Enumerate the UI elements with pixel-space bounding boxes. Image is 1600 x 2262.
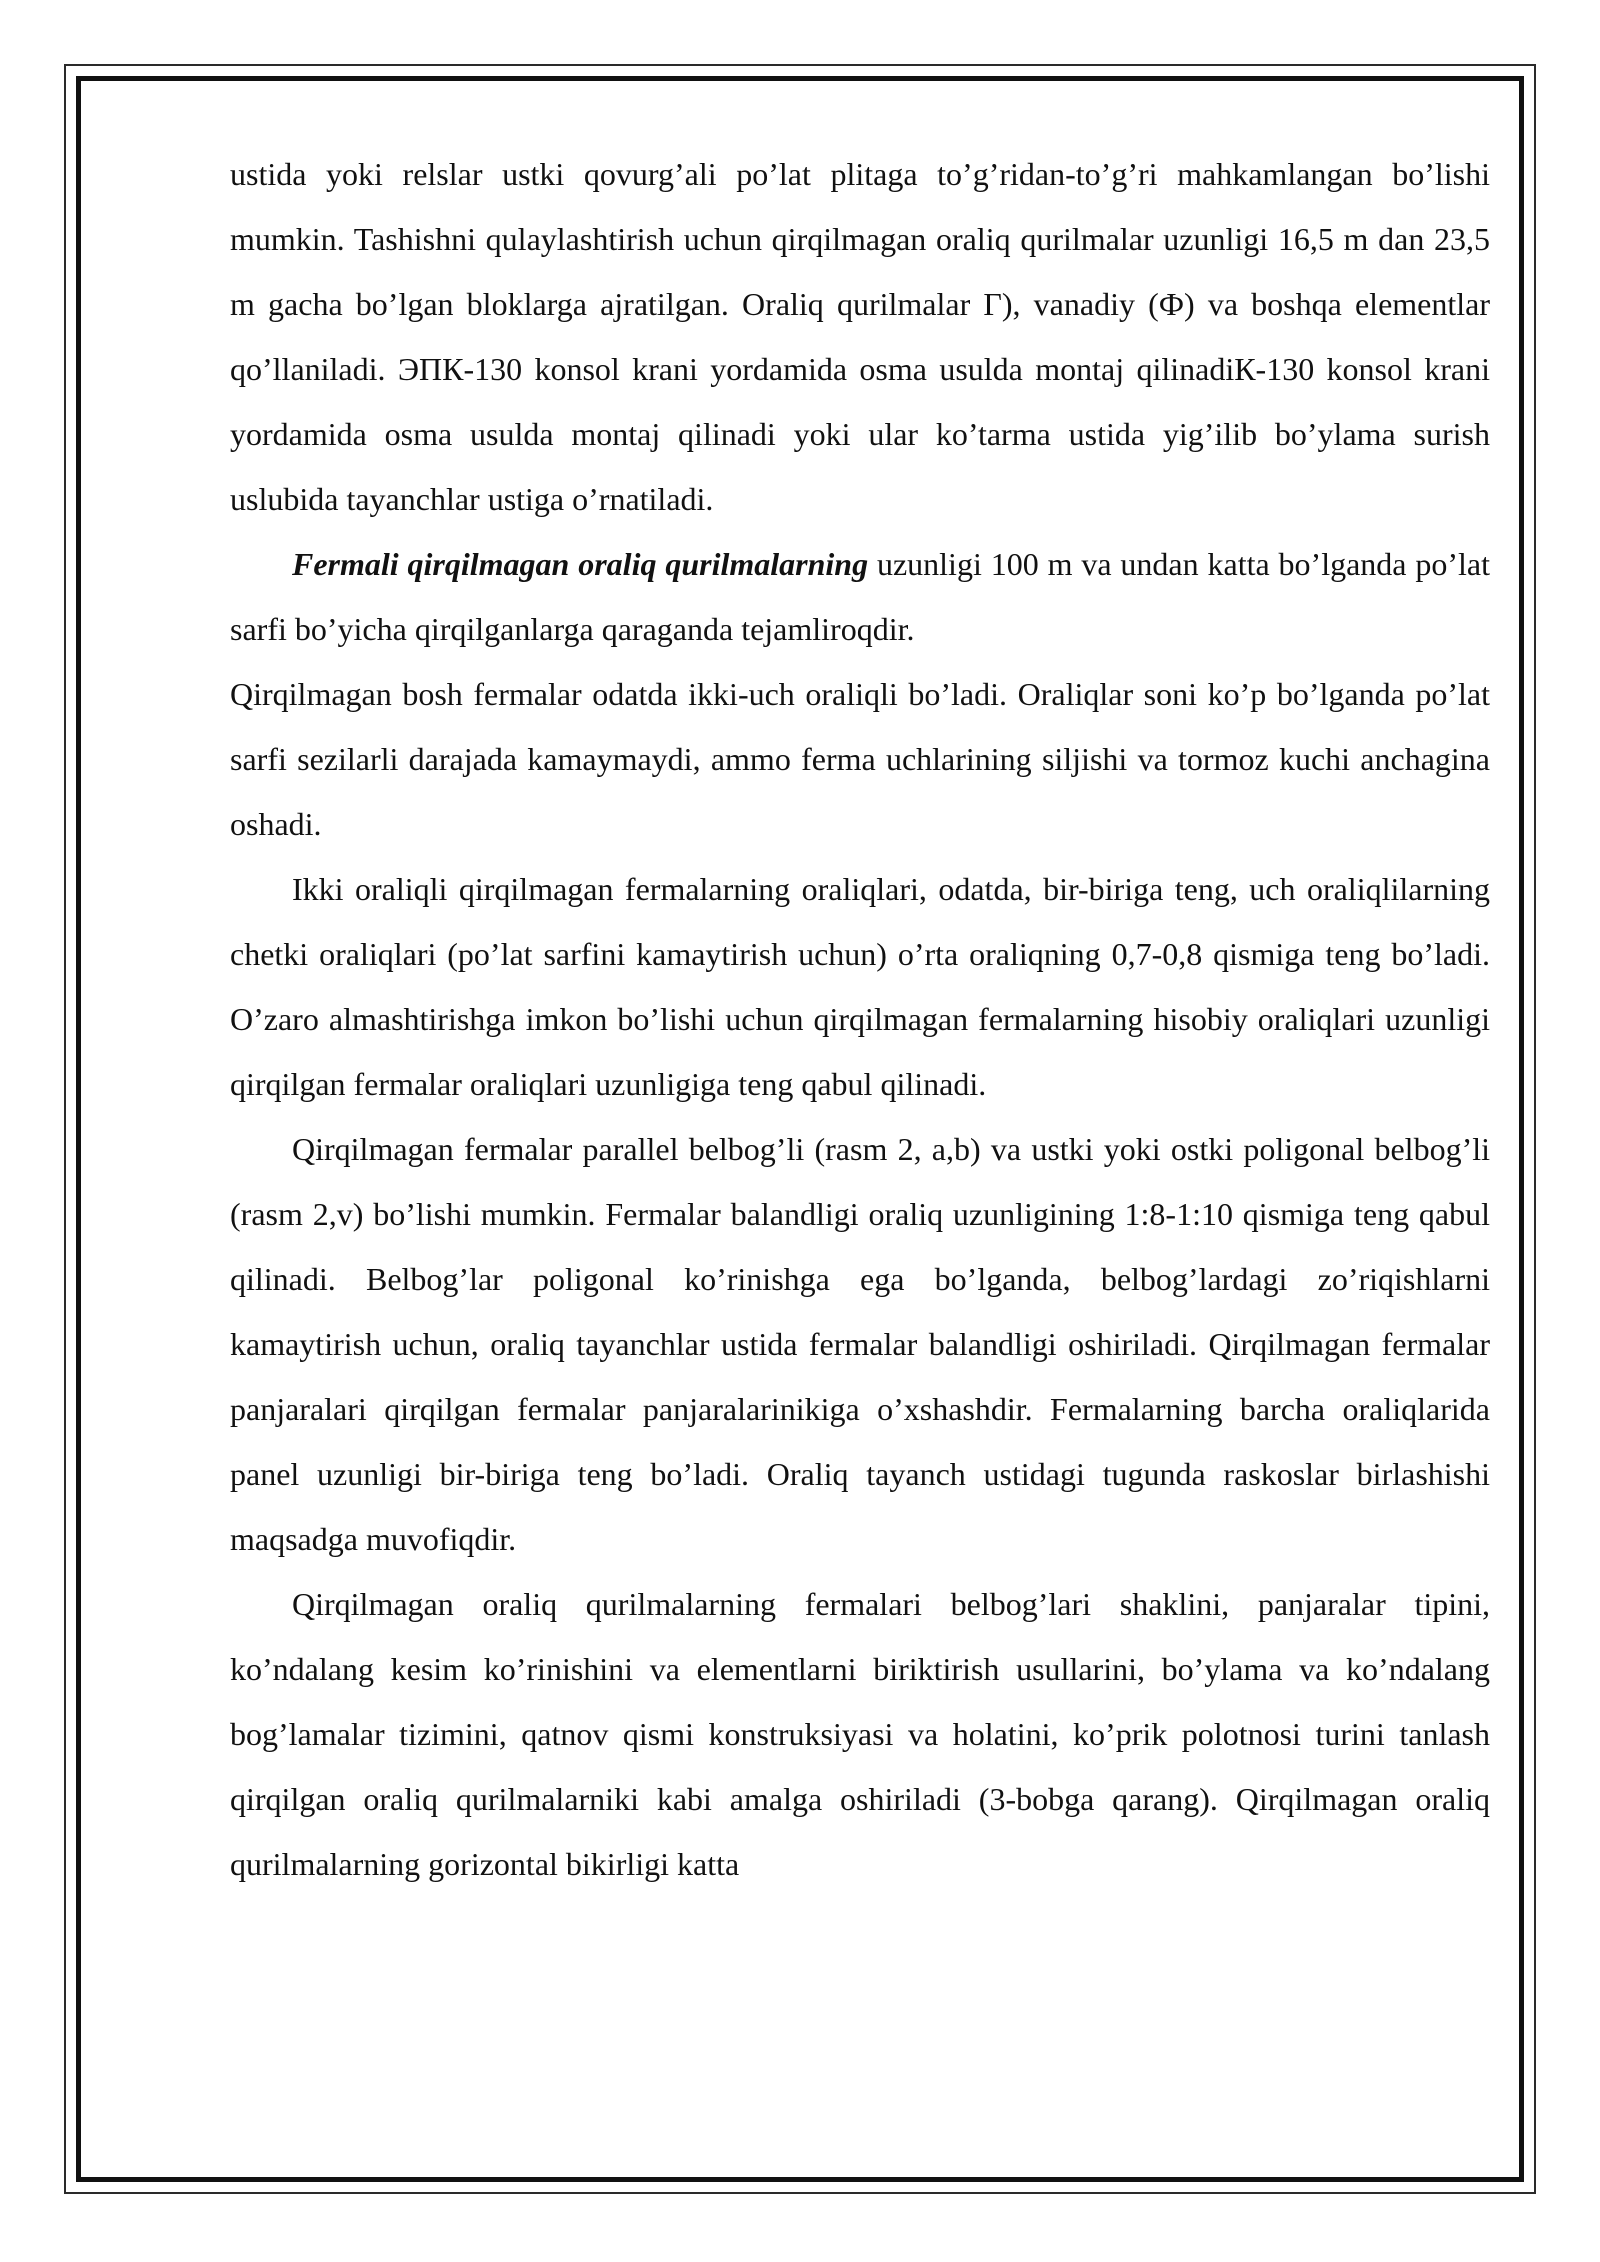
paragraph-text: Qirqilmagan bosh fermalar odatda ikki-uch oraliqli bo’ladi. Oraliqlar soni ko’p bo’lganda po’lat sarfi sezilarli darajada kamaymaydi, ammo ferma uchlarining siljishi va tormoz kuchi anchagina oshadi. <box>230 676 1490 842</box>
paragraph-text: Qirqilmagan fermalar parallel belbog’li (rasm 2, a,b) va ustki yoki ostki poligonal belbog’li (rasm 2,v) bo’lishi mumkin. Fermalar balandligi oraliq uzunligining 1:8-1:10 qismiga teng qabul qilinadi. Belbog’lar poligonal ko’rinishga ega bo’lganda, belbog’lardagi zo’riqishlarni kamaytirish uchun, oraliq tayanchlar ustida fermalar balandligi oshiriladi. Qirqilmagan fermalar panjaralari qirqilgan fermalar panjaralarinikiga o’xshashdir. Fermalarning barcha oraliqlarida panel uzunligi bir-biriga teng bo’ladi. Oraliq tayanch ustidagi tugunda raskoslar birlashishi maqsadga muvofiqdir. <box>230 1131 1490 1557</box>
paragraph-text: uzunligi 100 m va undan katta bo’lganda po’lat sarfi bo’yicha qirqilganlarga qaraganda tejamliroqdir. <box>230 546 1491 647</box>
paragraph-1 <box>230 142 1490 532</box>
paragraph-text: Qirqilmagan oraliq qurilmalarning fermalari belbog’lari shaklini, panjaralar tipini, ko’ndalang kesim ko’rinishini va elementlarni biriktirish usullarini, bo’ylama va ko’ndalang bog’lamalar tizimini, qatnov qismi konstruksiyasi va holatini, ko’prik polotnosi turini tanlash qirqilgan oraliq qurilmalarniki kabi amalga oshiriladi (3-bobga qarang). Qirqilmagan oraliq qurilmalarning gorizontal bikirligi katta <box>230 1586 1490 1882</box>
paragraph-6 <box>230 1572 1490 1897</box>
paragraph-5 <box>230 1117 1490 1572</box>
document-body <box>230 142 1490 1897</box>
paragraph-3 <box>230 662 1490 857</box>
paragraph-text: Ikki oraliqli qirqilmagan fermalarning oraliqlari, odatda, bir-biriga teng, uch oraliqlilarning chetki oraliqlari (po’lat sarfini kamaytirish uchun) o’rta oraliqning 0,7-0,8 qismiga teng bo’ladi. O’zaro almashtirishga imkon bo’lishi uchun qirqilmagan fermalarning hisobiy oraliqlari uzunligi qirqilgan fermalar oraliqlari uzunligiga teng qabul qilinadi. <box>230 871 1490 1102</box>
paragraph-lead-emphasis: Fermali qirqilmagan oraliq qurilmalarning <box>292 546 869 582</box>
paragraph-2 <box>230 532 1490 662</box>
paragraph-4 <box>230 857 1490 1117</box>
paragraph-text: ustida yoki relslar ustki qovurg’ali po’lat plitaga to’g’ridan-to’g’ri mahkamlangan bo’lishi mumkin. Tashishni qulaylashtirish uchun qirqilmagan oraliq qurilmalar uzunligi 16,5 m dan 23,5 m gacha bo’lgan bloklarga ajratilgan. Oraliq qurilmalar Г), vanadiy (Ф) va boshqa elementlar qo’llaniladi. ЭПК-130 konsol krani yordamida osma usulda montaj qilinadiК-130 konsol krani yordamida osma usulda montaj qilinadi yoki ular ko’tarma ustida yig’ilib bo’ylama surish uslubida tayanchlar ustiga o’rnatiladi. <box>230 156 1490 517</box>
